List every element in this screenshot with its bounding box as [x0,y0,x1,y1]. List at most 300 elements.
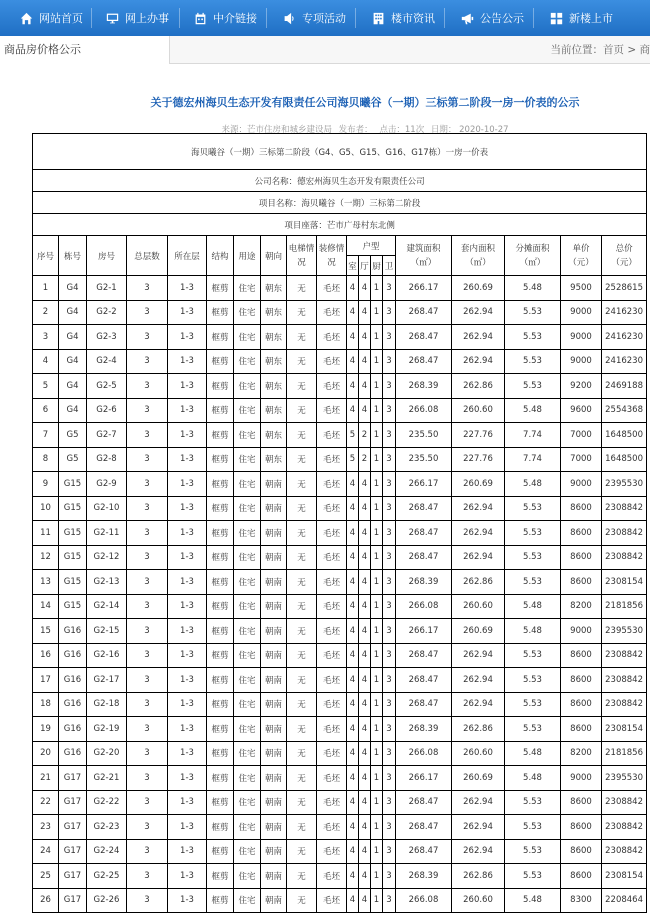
breadcrumb-section-link[interactable]: 商 [640,44,650,56]
cell-total-price: 2416230 [602,349,647,374]
monitor-icon [106,12,119,25]
article-source: 来源：芒市住房和城乡建设局 [221,125,332,135]
nav-item-announcements[interactable] [461,0,524,36]
nav-item-label: 专项活动 [302,10,346,26]
cell-unit-price: 9000 [561,472,602,497]
cell-bedroom: 4 [347,643,359,668]
cell-building: G16 [59,717,87,742]
cell-elevator: 无 [287,643,317,668]
cell-building: G16 [59,692,87,717]
cell-decoration: 毛坯 [317,374,347,399]
cell-facing: 朝南 [261,521,287,546]
price-table [32,133,647,913]
cell-structure: 框剪 [207,325,234,350]
breadcrumb-home-link[interactable]: 首页 [603,44,624,56]
cell-building: G17 [59,864,87,889]
cell-shared-area: 5.48 [505,594,561,619]
table-row [33,423,647,448]
cell-bathroom: 3 [383,692,396,717]
cell-floor: 1-3 [168,423,207,448]
header-building: 栋号 [59,236,87,276]
cell-room: G2-25 [87,864,127,889]
cell-structure: 框剪 [207,692,234,717]
table-row [33,325,647,350]
cell-building: G17 [59,888,87,913]
cell-total-floors: 3 [127,496,168,521]
cell-structure: 框剪 [207,521,234,546]
cell-decoration: 毛坯 [317,325,347,350]
cell-building: G4 [59,349,87,374]
cell-total-floors: 3 [127,717,168,742]
cell-building: G15 [59,496,87,521]
table-row [33,349,647,374]
nav-item-label: 网上办事 [125,10,169,26]
cell-total-floors: 3 [127,619,168,644]
cell-room: G2-15 [87,619,127,644]
cell-unit-price: 8600 [561,643,602,668]
cell-structure: 框剪 [207,766,234,791]
cell-bedroom: 4 [347,741,359,766]
cell-room: G2-12 [87,545,127,570]
cell-inner-area: 260.69 [452,472,505,497]
cell-total-floors: 3 [127,521,168,546]
cell-facing: 朝南 [261,594,287,619]
cell-build-area: 268.39 [396,570,452,595]
cell-unit-price: 8600 [561,815,602,840]
cell-bedroom: 4 [347,472,359,497]
cell-bathroom: 3 [383,717,396,742]
header-total-floors: 总层数 [127,236,168,276]
cell-shared-area: 5.53 [505,790,561,815]
cell-facing: 朝东 [261,374,287,399]
cell-shared-area: 5.53 [505,496,561,521]
cell-total-price: 2395530 [602,766,647,791]
cell-bathroom: 3 [383,300,396,325]
cell-decoration: 毛坯 [317,447,347,472]
cell-total-price: 2395530 [602,619,647,644]
cell-bedroom: 4 [347,349,359,374]
cell-inner-area: 262.94 [452,521,505,546]
cell-bedroom: 4 [347,864,359,889]
cell-floor: 1-3 [168,374,207,399]
cell-total-floors: 3 [127,766,168,791]
cell-total-price: 2469188 [602,374,647,399]
cell-build-area: 268.47 [396,668,452,693]
cell-building: G15 [59,594,87,619]
cell-seq: 19 [33,717,59,742]
cell-bathroom: 3 [383,374,396,399]
cell-decoration: 毛坯 [317,276,347,301]
cell-floor: 1-3 [168,619,207,644]
nav-item-agency-links[interactable] [194,0,257,36]
location-row [33,214,647,236]
cell-seq: 21 [33,766,59,791]
cell-seq: 8 [33,447,59,472]
cell-bedroom: 4 [347,398,359,423]
nav-item-label: 中介链接 [213,10,257,26]
cell-total-price: 2308154 [602,864,647,889]
header-inner-area-line2: （㎡） [452,256,504,270]
cell-living-room: 4 [359,325,371,350]
megaphone-icon [461,12,474,25]
table-row [33,766,647,791]
cell-kitchen: 1 [371,741,383,766]
cell-use: 住宅 [234,570,261,595]
cell-room: G2-9 [87,472,127,497]
cell-kitchen: 1 [371,472,383,497]
cell-seq: 13 [33,570,59,595]
cell-total-floors: 3 [127,668,168,693]
cell-inner-area: 262.94 [452,496,505,521]
top-nav [0,0,650,36]
cell-facing: 朝南 [261,643,287,668]
cell-facing: 朝东 [261,276,287,301]
nav-divider [355,8,356,28]
table-row [33,741,647,766]
nav-item-label: 网站首页 [39,10,83,26]
cell-elevator: 无 [287,276,317,301]
project-location: 项目座落：芒市广母村东北侧 [33,214,647,236]
cell-kitchen: 1 [371,717,383,742]
cell-build-area: 268.47 [396,545,452,570]
cell-floor: 1-3 [168,864,207,889]
nav-item-online-service[interactable] [106,0,169,36]
cell-building: G15 [59,570,87,595]
cell-room: G2-26 [87,888,127,913]
cell-structure: 框剪 [207,374,234,399]
cell-use: 住宅 [234,276,261,301]
nav-item-label: 新楼上市 [569,10,613,26]
table-row [33,790,647,815]
cell-floor: 1-3 [168,668,207,693]
cell-elevator: 无 [287,545,317,570]
cell-inner-area: 260.60 [452,594,505,619]
article-title: 关于德宏州海贝生态开发有限责任公司海贝曦谷（一期）三标第二阶段一房一价表的公示 [0,94,650,110]
calendar-icon [194,12,207,25]
cell-use: 住宅 [234,300,261,325]
cell-shared-area: 5.53 [505,300,561,325]
header-total-price-line2: （元） [602,256,646,270]
cell-bedroom: 4 [347,766,359,791]
cell-total-price: 2308842 [602,521,647,546]
cell-unit-price: 9200 [561,374,602,399]
nav-divider [91,8,92,28]
cell-inner-area: 262.94 [452,815,505,840]
cell-facing: 朝东 [261,325,287,350]
cell-build-area: 268.47 [396,521,452,546]
cell-elevator: 无 [287,839,317,864]
cell-room: G2-1 [87,276,127,301]
cell-decoration: 毛坯 [317,864,347,889]
cell-floor: 1-3 [168,447,207,472]
cell-shared-area: 5.53 [505,374,561,399]
header-total-price [602,236,647,276]
cell-use: 住宅 [234,398,261,423]
cell-living-room: 4 [359,864,371,889]
nav-item-property-news[interactable] [372,0,435,36]
cell-build-area: 266.08 [396,888,452,913]
cell-build-area: 268.47 [396,325,452,350]
cell-decoration: 毛坯 [317,839,347,864]
cell-living-room: 4 [359,398,371,423]
cell-building: G17 [59,790,87,815]
cell-seq: 7 [33,423,59,448]
nav-divider [444,8,445,28]
cell-unit-price: 9600 [561,398,602,423]
cell-total-floors: 3 [127,864,168,889]
cell-structure: 框剪 [207,594,234,619]
cell-kitchen: 1 [371,643,383,668]
cell-total-price: 2308842 [602,643,647,668]
cell-build-area: 268.39 [396,717,452,742]
cell-living-room: 4 [359,790,371,815]
nav-item-special-events[interactable] [283,0,346,36]
cell-structure: 框剪 [207,839,234,864]
cell-elevator: 无 [287,741,317,766]
cell-inner-area: 262.94 [452,325,505,350]
cell-use: 住宅 [234,619,261,644]
cell-shared-area: 5.53 [505,692,561,717]
header-room: 房号 [87,236,127,276]
cell-use: 住宅 [234,815,261,840]
cell-facing: 朝东 [261,423,287,448]
cell-kitchen: 1 [371,594,383,619]
cell-use: 住宅 [234,325,261,350]
cell-seq: 15 [33,619,59,644]
cell-decoration: 毛坯 [317,888,347,913]
cell-living-room: 4 [359,496,371,521]
company-row [33,170,647,192]
cell-seq: 14 [33,594,59,619]
cell-facing: 朝南 [261,496,287,521]
cell-room: G2-16 [87,643,127,668]
table-row [33,668,647,693]
cell-facing: 朝南 [261,790,287,815]
cell-room: G2-11 [87,521,127,546]
cell-unit-price: 9000 [561,349,602,374]
cell-build-area: 268.47 [396,643,452,668]
cell-structure: 框剪 [207,545,234,570]
cell-bedroom: 4 [347,521,359,546]
cell-total-floors: 3 [127,349,168,374]
cell-total-price: 2416230 [602,325,647,350]
table-row [33,447,647,472]
cell-bathroom: 3 [383,864,396,889]
cell-bathroom: 3 [383,349,396,374]
cell-total-price: 2308842 [602,790,647,815]
cell-facing: 朝南 [261,545,287,570]
cell-seq: 18 [33,692,59,717]
cell-bathroom: 3 [383,276,396,301]
cell-room: G2-24 [87,839,127,864]
cell-use: 住宅 [234,423,261,448]
cell-bathroom: 3 [383,545,396,570]
cell-facing: 朝南 [261,864,287,889]
cell-bedroom: 4 [347,888,359,913]
cell-decoration: 毛坯 [317,496,347,521]
cell-total-price: 2308842 [602,668,647,693]
nav-divider [179,8,180,28]
cell-total-floors: 3 [127,325,168,350]
cell-kitchen: 1 [371,668,383,693]
cell-elevator: 无 [287,521,317,546]
cell-unit-price: 9000 [561,325,602,350]
cell-kitchen: 1 [371,839,383,864]
cell-total-price: 2416230 [602,300,647,325]
cell-building: G17 [59,815,87,840]
cell-build-area: 266.17 [396,276,452,301]
cell-living-room: 4 [359,374,371,399]
cell-room: G2-4 [87,349,127,374]
cell-shared-area: 5.48 [505,398,561,423]
cell-use: 住宅 [234,521,261,546]
cell-living-room: 4 [359,472,371,497]
cell-shared-area: 5.48 [505,472,561,497]
cell-bathroom: 3 [383,619,396,644]
nav-divider [266,8,267,28]
cell-facing: 朝南 [261,839,287,864]
cell-total-price: 2308842 [602,815,647,840]
cell-total-price: 2308842 [602,839,647,864]
cell-elevator: 无 [287,447,317,472]
cell-bathroom: 3 [383,594,396,619]
cell-unit-price: 8600 [561,545,602,570]
cell-decoration: 毛坯 [317,619,347,644]
table-row [33,300,647,325]
cell-bedroom: 4 [347,374,359,399]
cell-bedroom: 4 [347,496,359,521]
nav-item-home[interactable] [20,0,83,36]
header-bedroom: 室 [347,256,359,276]
breadcrumb-separator: > [624,44,639,56]
header-decoration-line2: 况 [317,256,346,270]
cell-shared-area: 5.53 [505,643,561,668]
cell-kitchen: 1 [371,398,383,423]
cell-unit-price: 8600 [561,717,602,742]
cell-kitchen: 1 [371,521,383,546]
cell-building: G4 [59,374,87,399]
cell-shared-area: 5.53 [505,521,561,546]
grid-icon [550,12,563,25]
header-build-area [396,236,452,276]
header-total-price-line1: 总价 [602,242,646,256]
cell-living-room: 2 [359,447,371,472]
cell-structure: 框剪 [207,864,234,889]
cell-room: G2-6 [87,398,127,423]
cell-structure: 框剪 [207,300,234,325]
cell-shared-area: 5.53 [505,668,561,693]
cell-shared-area: 7.74 [505,423,561,448]
cell-decoration: 毛坯 [317,472,347,497]
header-layout: 户型 [347,236,396,256]
cell-use: 住宅 [234,717,261,742]
cell-bathroom: 3 [383,325,396,350]
cell-decoration: 毛坯 [317,570,347,595]
cell-inner-area: 260.69 [452,619,505,644]
cell-floor: 1-3 [168,545,207,570]
cell-use: 住宅 [234,839,261,864]
cell-decoration: 毛坯 [317,545,347,570]
header-build-area-line2: （㎡） [396,256,451,270]
cell-shared-area: 5.53 [505,864,561,889]
cell-living-room: 4 [359,594,371,619]
table-header-row [33,236,647,256]
cell-structure: 框剪 [207,472,234,497]
header-living-room: 厅 [359,256,371,276]
cell-shared-area: 5.48 [505,888,561,913]
cell-building: G5 [59,423,87,448]
header-kitchen: 厨 [371,256,383,276]
cell-use: 住宅 [234,888,261,913]
cell-use: 住宅 [234,496,261,521]
table-row [33,692,647,717]
cell-room: G2-20 [87,741,127,766]
cell-build-area: 266.08 [396,594,452,619]
cell-bedroom: 4 [347,692,359,717]
cell-building: G5 [59,447,87,472]
cell-seq: 10 [33,496,59,521]
cell-bedroom: 4 [347,717,359,742]
cell-inner-area: 262.94 [452,692,505,717]
cell-total-floors: 3 [127,790,168,815]
header-use: 用途 [234,236,261,276]
table-row [33,545,647,570]
cell-unit-price: 7000 [561,447,602,472]
cell-elevator: 无 [287,790,317,815]
cell-seq: 17 [33,668,59,693]
header-shared-area-line1: 分摊面积 [505,242,560,256]
header-shared-area [505,236,561,276]
cell-inner-area: 262.94 [452,668,505,693]
cell-use: 住宅 [234,692,261,717]
cell-structure: 框剪 [207,447,234,472]
cell-use: 住宅 [234,472,261,497]
cell-floor: 1-3 [168,521,207,546]
cell-living-room: 4 [359,643,371,668]
cell-building: G16 [59,668,87,693]
cell-seq: 11 [33,521,59,546]
table-row [33,643,647,668]
cell-unit-price: 8600 [561,570,602,595]
cell-inner-area: 262.86 [452,374,505,399]
nav-item-new-listings[interactable] [550,0,613,36]
cell-elevator: 无 [287,374,317,399]
cell-decoration: 毛坯 [317,521,347,546]
cell-building: G4 [59,398,87,423]
cell-structure: 框剪 [207,790,234,815]
cell-shared-area: 5.53 [505,570,561,595]
cell-total-floors: 3 [127,472,168,497]
cell-build-area: 235.50 [396,423,452,448]
cell-unit-price: 8300 [561,888,602,913]
cell-bathroom: 3 [383,643,396,668]
cell-build-area: 268.47 [396,839,452,864]
cell-kitchen: 1 [371,888,383,913]
cell-seq: 5 [33,374,59,399]
cell-bathroom: 3 [383,741,396,766]
cell-build-area: 268.47 [396,790,452,815]
cell-unit-price: 8600 [561,790,602,815]
header-unit-price-line2: （元） [561,256,601,270]
cell-kitchen: 1 [371,300,383,325]
cell-bathroom: 3 [383,570,396,595]
cell-total-price: 2181856 [602,594,647,619]
cell-total-price: 2395530 [602,472,647,497]
cell-total-floors: 3 [127,447,168,472]
cell-structure: 框剪 [207,398,234,423]
cell-build-area: 266.17 [396,472,452,497]
cell-inner-area: 262.94 [452,643,505,668]
